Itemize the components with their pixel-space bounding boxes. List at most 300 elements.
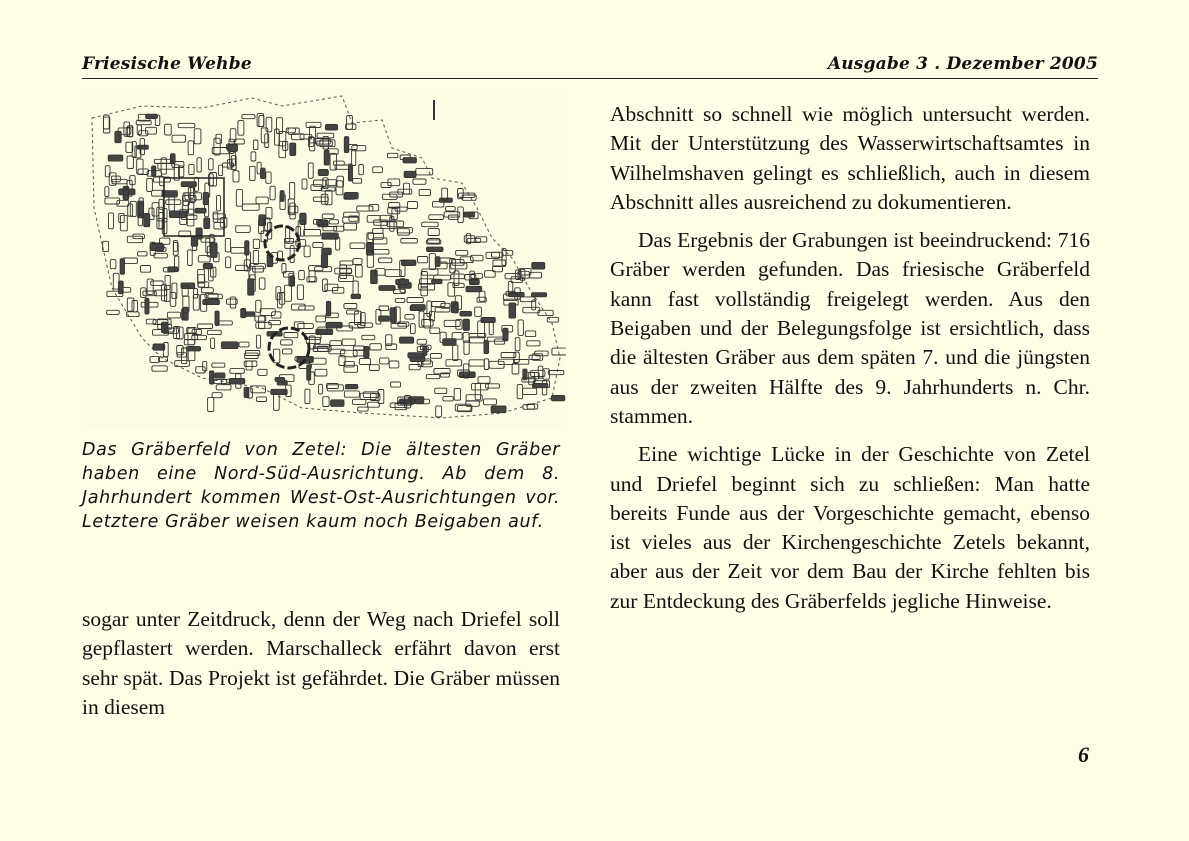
grave-outline (215, 373, 225, 378)
grave-outline (475, 383, 480, 399)
right-paragraph-3: Eine wichtige Lücke in der Geschichte von Zetel und Driefel beginnt sich zu schließen: Man hatte bereits Funde aus der Vorgeschichte gemacht, ebenso ist vieles aus der Kirchengeschichte Zetels bekannt, aber aus der Zeit vor dem Bau der Kirche fehlten bis zur Entdeckung des Gräberfelds jegliche Hinweise. (610, 442, 1090, 613)
grave-outline (478, 321, 485, 337)
grave-outline (436, 406, 442, 417)
grave-outline (283, 349, 292, 354)
grave-outline (428, 239, 440, 244)
grave-outline (509, 303, 516, 318)
grave-outline (281, 340, 293, 345)
grave-outline (407, 298, 423, 303)
grave-outline (356, 265, 363, 277)
grave-outline (305, 389, 310, 403)
grave-outline (245, 241, 249, 255)
grave-outline (297, 285, 303, 300)
grave-outline (451, 263, 467, 269)
grave-outline (523, 369, 527, 380)
grave-outline (451, 274, 465, 279)
grave-outline (385, 270, 401, 277)
grave-outline (169, 211, 186, 218)
grave-outline (443, 397, 454, 401)
grave-outline (395, 298, 405, 302)
grave-outline (491, 406, 506, 413)
grave-outline (197, 158, 201, 172)
issue-date: Ausgabe 3 . Dezember 2005 (827, 54, 1098, 74)
grave-outline (401, 239, 418, 244)
grave-outline (231, 248, 245, 254)
grave-outline (157, 218, 162, 228)
grave-outline (518, 320, 523, 336)
grave-outline (244, 387, 249, 397)
grave-outline (276, 287, 281, 300)
grave-outline (236, 226, 251, 233)
right-paragraph-2: Das Ergebnis der Grabungen ist beeindruckend: 716 Gräber werden gefunden. Das friesische Gräberfeld kann fast vollständig freigelegt werden. Aus den Beigaben und der Belegungsfolge ist ersichtlich, dass die ältesten Gräber aus dem späten 7. und die jüngsten aus der zweiten Hälfte des 9. Jahrhunderts n. Chr. stammen. (610, 228, 1090, 428)
grave-outline (256, 197, 268, 204)
grave-outline (417, 339, 426, 344)
grave-outline (325, 125, 337, 131)
grave-outline (299, 306, 314, 310)
page-header (82, 48, 1098, 79)
grave-outline (321, 194, 328, 204)
grave-outline (368, 402, 380, 407)
grave-outline (285, 285, 292, 301)
grave-outline (280, 191, 284, 202)
grave-outline (256, 397, 266, 402)
grave-outline (368, 233, 383, 239)
grave-outline (329, 220, 338, 224)
grave-outline (258, 369, 267, 375)
grave-outline (321, 254, 327, 268)
grave-outline (379, 258, 392, 263)
grave-outline (492, 252, 503, 257)
grave-outline (198, 275, 205, 287)
grave-outline (241, 309, 246, 318)
grave-outline (212, 393, 222, 398)
grave-outline (212, 363, 225, 367)
grave-outline (444, 320, 460, 326)
grave-outline (117, 200, 129, 206)
grave-outline (259, 278, 265, 289)
grave-outline (387, 153, 398, 157)
grave-outline (369, 204, 379, 211)
grave-outline (166, 200, 181, 205)
grave-outline (452, 333, 462, 340)
grave-outline (466, 286, 482, 292)
page-number: 6 (1078, 742, 1089, 767)
grave-outline (225, 239, 230, 252)
grave-outline (298, 324, 314, 329)
grave-outline (359, 358, 370, 364)
grave-outline (189, 164, 194, 174)
grave-outline (191, 237, 197, 247)
grave-outline (307, 365, 311, 380)
grave-outline (463, 319, 469, 330)
grave-outline (165, 275, 170, 289)
grave-outline (429, 254, 435, 270)
grave-outline (389, 361, 399, 368)
grave-outline (362, 335, 375, 339)
grave-outline (210, 371, 215, 384)
grave-outline (353, 259, 362, 265)
grave-outline (402, 260, 416, 265)
grave-outline (475, 307, 482, 316)
grave-outline (318, 169, 328, 175)
grave-outline (139, 131, 148, 136)
grave-outline (193, 295, 199, 311)
grave-outline (169, 196, 175, 211)
grave-outline (344, 365, 358, 372)
excavation-plan-figure (82, 88, 566, 428)
grave-outline (340, 269, 352, 273)
grave-outline (327, 384, 339, 389)
grave-outline (216, 385, 231, 390)
grave-outline (230, 369, 245, 374)
grave-outline (144, 214, 150, 227)
grave-outline (520, 297, 535, 302)
grave-outline (188, 141, 194, 155)
grave-outline (370, 344, 381, 350)
grave-outline (178, 123, 195, 127)
grave-outline (351, 294, 360, 298)
grave-outline (411, 324, 416, 334)
grave-outline (216, 134, 222, 143)
grave-outline (208, 397, 214, 411)
grave-outline (409, 365, 420, 370)
grave-outline (403, 158, 416, 163)
grave-outline (255, 316, 266, 321)
grave-outline (194, 129, 201, 144)
grave-outline (372, 250, 389, 255)
grave-outline (290, 183, 295, 200)
grave-outline (309, 271, 315, 282)
grave-outline (251, 152, 256, 161)
grave-outline (454, 388, 460, 400)
grave-outline (344, 137, 349, 153)
grave-outline (390, 308, 396, 323)
grave-outline (211, 338, 215, 348)
grave-outline (141, 302, 158, 307)
grave-outline (229, 379, 245, 384)
grave-outline (319, 384, 323, 394)
grave-outline (523, 388, 537, 394)
grave-outline (256, 335, 260, 348)
grave-outline (233, 171, 239, 182)
grave-outline (458, 207, 464, 223)
grave-outline (147, 179, 153, 192)
grave-outline (314, 180, 326, 186)
grave-outline (308, 163, 313, 178)
grave-outline (250, 166, 256, 180)
grave-outline (261, 168, 266, 178)
grave-outline (352, 150, 356, 166)
grave-outline (214, 222, 225, 229)
grave-outline (428, 229, 439, 236)
grave-outline (464, 341, 469, 354)
grave-outline (238, 121, 244, 136)
grave-outline (411, 305, 425, 311)
grave-outline (313, 243, 323, 248)
grave-outline (217, 195, 221, 211)
grave-outline (370, 365, 380, 371)
grave-outline (209, 159, 214, 170)
grave-outline (344, 223, 357, 230)
grave-outline (413, 179, 426, 184)
grave-outline (107, 310, 120, 314)
grave-outline (302, 179, 307, 189)
grave-outline (379, 286, 395, 291)
grave-outline (408, 353, 423, 358)
grave-outline (443, 339, 456, 346)
grave-outline (345, 384, 357, 388)
grave-outline (202, 288, 214, 293)
grave-outline (304, 246, 310, 257)
grave-outline (527, 341, 540, 346)
grave-outline (108, 213, 113, 229)
grave-outline (345, 192, 359, 199)
grave-outline (253, 140, 258, 150)
grave-outline (512, 363, 519, 374)
grave-outline (127, 298, 134, 311)
grave-outline (266, 117, 272, 132)
grave-outline (242, 204, 259, 210)
left-paragraph-1: sogar unter Zeitdruck, denn der Weg nach Driefel soll gepflastert werden. Marschalleck erfährt davon erst sehr spät. Das Projekt ist gefährdet. Die Gräber müssen in diesem (82, 607, 560, 719)
grave-outline (284, 333, 298, 338)
grave-outline (167, 312, 180, 318)
grave-outline (253, 250, 258, 264)
grave-outline (218, 321, 232, 325)
grave-outline (103, 241, 109, 251)
grave-outline (306, 337, 320, 343)
grave-outline (119, 213, 125, 222)
grave-outline (236, 265, 248, 270)
grave-outline (192, 335, 207, 339)
grave-outline (154, 253, 168, 258)
grave-outline (548, 371, 564, 375)
grave-outline (214, 138, 220, 155)
grave-outline (161, 158, 166, 174)
grave-outline (371, 270, 378, 284)
grave-outline (517, 384, 522, 398)
grave-outline (430, 328, 440, 334)
grave-outline (195, 208, 206, 213)
grave-outline (323, 397, 329, 407)
grave-outline (397, 227, 412, 233)
grave-outline (203, 192, 208, 204)
grave-outline (145, 298, 149, 314)
grave-outline (266, 172, 271, 183)
grave-outline (486, 384, 500, 388)
grave-outline (326, 322, 342, 328)
grave-outline (423, 346, 427, 355)
grave-outline (498, 359, 513, 364)
grave-outline (344, 304, 357, 309)
grave-outline (471, 255, 483, 260)
grave-outline (515, 338, 520, 351)
grave-outline (239, 342, 249, 347)
grave-outline (532, 262, 545, 269)
grave-outline (141, 266, 151, 273)
grave-outline (110, 260, 116, 269)
grave-outline (430, 354, 441, 359)
grave-outline (342, 339, 355, 345)
grave-outline (532, 293, 547, 297)
grave-outline (204, 218, 210, 229)
grave-outline (381, 182, 391, 187)
grave-outline (484, 399, 497, 405)
grave-outline (315, 369, 327, 376)
grave-outline (181, 182, 196, 187)
grave-outline (404, 171, 416, 177)
grave-outline (353, 399, 366, 404)
grave-outline (476, 237, 487, 242)
grave-outline (479, 291, 485, 301)
grave-outline (270, 186, 275, 200)
grave-outline (184, 339, 194, 344)
grave-outline (120, 259, 124, 275)
grave-outline (426, 375, 440, 379)
grave-outline (299, 270, 305, 279)
grave-outline (275, 377, 285, 381)
grave-outline (373, 238, 387, 244)
grave-outline (304, 230, 321, 236)
grave-outline (290, 143, 296, 155)
grave-outline (348, 164, 352, 181)
grave-outline (108, 155, 123, 161)
grave-outline (186, 347, 200, 351)
grave-outline (248, 279, 254, 295)
grave-outline (253, 239, 259, 248)
grave-outline (508, 293, 524, 297)
grave-outline (422, 222, 439, 227)
grave-outline (419, 189, 430, 195)
grave-outline (343, 217, 359, 223)
grave-outline (446, 207, 456, 211)
grave-outline (115, 131, 121, 142)
grave-outline (203, 300, 220, 305)
right-column (610, 100, 1090, 625)
grave-outline (197, 324, 212, 329)
grave-outline (432, 302, 445, 307)
right-paragraph-1: Abschnitt so schnell wie möglich untersucht werden. Mit der Unterstützung des Wasserwirtschaftsamtes in Wilhelmshaven gelingt es schließlich, auch in diesem Abschnitt alles ausreichend zu dokumentieren. (610, 102, 1090, 214)
grave-outline (429, 215, 444, 220)
grave-outline (525, 331, 535, 337)
grave-outline (551, 395, 565, 400)
grave-outline (350, 243, 365, 249)
grave-outline (360, 393, 376, 399)
grave-outline (172, 135, 186, 142)
grave-outline (146, 114, 158, 118)
grave-outline (138, 252, 148, 256)
grave-outline (316, 316, 326, 322)
grave-outline (170, 292, 176, 306)
grave-outline (422, 269, 438, 275)
grave-outline (198, 269, 205, 283)
grave-outline (105, 187, 109, 197)
grave-outline (127, 236, 142, 243)
grave-outline (259, 116, 264, 127)
grave-outline (165, 124, 172, 135)
grave-outline (322, 214, 334, 218)
grave-outline (353, 178, 362, 183)
grave-outline (380, 358, 389, 364)
grave-outline (489, 322, 493, 335)
grave-outline (396, 279, 409, 284)
grave-outline (418, 257, 428, 263)
grave-outline (246, 361, 252, 370)
grave-outline (194, 289, 198, 299)
grave-outline (453, 345, 458, 360)
grave-outline (456, 250, 468, 255)
grave-outline (427, 247, 444, 251)
figure-caption-text: Das Gräberfeld von Zetel: Die ältesten Gräber haben eine Nord-Süd-Ausrichtung. Ab dem 8. Jahrhundert kommen West-Ost-Ausrichtungen vor. Letztere Gräber weisen kaum noch Beigaben auf. (82, 440, 560, 532)
grave-outline (340, 265, 347, 279)
grave-outline (137, 125, 141, 135)
grave-outline (127, 156, 133, 169)
grave-outline (469, 360, 484, 366)
grave-outline (478, 377, 490, 384)
grave-outline (242, 115, 255, 119)
grave-outline (379, 316, 389, 321)
grave-outline (398, 229, 410, 236)
grave-outline (460, 311, 472, 316)
grave-outline (405, 315, 414, 320)
grave-outline (300, 213, 306, 224)
grave-outline (153, 344, 165, 350)
cemetery-excavation-plan-icon (82, 88, 566, 428)
grave-outline (523, 405, 535, 410)
grave-outline (221, 342, 238, 349)
grave-outline (188, 328, 195, 345)
grave-outline (151, 281, 164, 285)
grave-outline (177, 346, 184, 355)
grave-outline (358, 407, 369, 411)
grave-outline (359, 165, 364, 175)
grave-outline (236, 190, 242, 207)
grave-outline (408, 202, 418, 209)
grave-outline (400, 337, 414, 343)
grave-outline (152, 203, 159, 216)
grave-outline (211, 243, 218, 258)
grave-outline (391, 382, 401, 387)
grave-outline (326, 301, 330, 316)
left-column (82, 605, 560, 731)
grave-outline (311, 185, 322, 191)
grave-outline (347, 310, 359, 314)
grave-outline (373, 167, 383, 173)
grave-outline (226, 257, 231, 268)
grave-outline (183, 307, 188, 320)
grave-outline (196, 367, 205, 373)
grave-outline (132, 301, 138, 312)
grave-outline (324, 150, 329, 165)
grave-outline (331, 400, 344, 407)
grave-outline (330, 341, 342, 346)
publication-title: Friesische Wehbe (82, 54, 252, 74)
grave-outline (275, 129, 280, 145)
grave-outline (188, 250, 193, 266)
grave-outline (219, 165, 223, 176)
grave-outline (435, 388, 447, 393)
grave-outline (266, 207, 272, 219)
grave-outline (207, 330, 221, 334)
figure-caption (82, 438, 560, 534)
grave-outline (306, 122, 321, 127)
grave-outline (317, 133, 334, 138)
grave-outline (313, 197, 328, 201)
grave-outline (344, 391, 359, 397)
grave-outline (404, 183, 410, 194)
grave-outline (448, 283, 455, 297)
grave-outline (327, 385, 343, 391)
grave-outline (357, 206, 373, 211)
